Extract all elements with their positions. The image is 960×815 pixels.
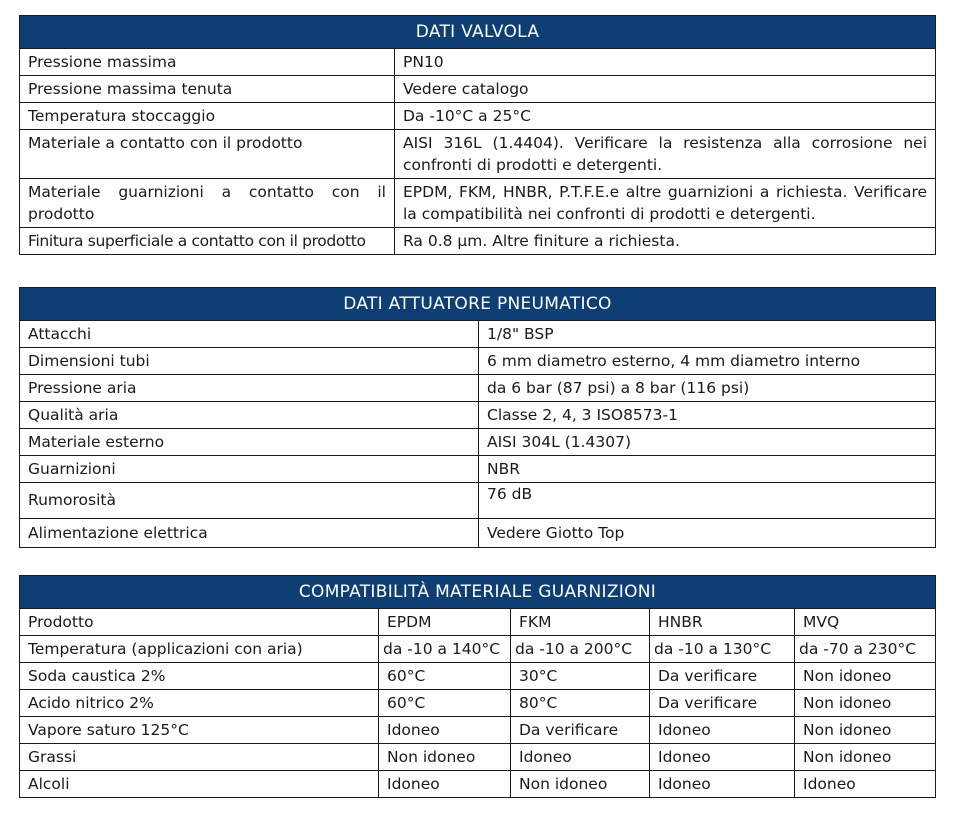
row-value: Vedere catalogo (395, 76, 936, 103)
table-row (20, 130, 936, 179)
table-cell: Idoneo (511, 744, 650, 771)
row-label: Pressione massima (20, 49, 395, 76)
actuator-data-table (19, 287, 936, 548)
table-cell: Non idoneo (795, 717, 936, 744)
row-label: Finitura superficiale a contatto con il prodotto (20, 228, 395, 255)
table-row (20, 228, 936, 255)
table-row (20, 348, 936, 375)
table-cell: Non idoneo (511, 771, 650, 798)
table-cell: da -70 a 230°C (795, 636, 936, 663)
table-cell: Idoneo (379, 771, 511, 798)
table-row (20, 663, 936, 690)
table-cell: Alcoli (20, 771, 379, 798)
row-value: PN10 (395, 49, 936, 76)
row-value: Da -10°C a 25°C (395, 103, 936, 130)
table-row (20, 76, 936, 103)
table-cell: Vapore saturo 125°C (20, 717, 379, 744)
row-value: 6 mm diametro esterno, 4 mm diametro interno (479, 348, 936, 375)
column-header: MVQ (795, 609, 936, 636)
table-header-row (20, 609, 936, 636)
row-label: Materiale a contatto con il prodotto (20, 130, 395, 179)
compatibility-table-title: COMPATIBILITÀ MATERIALE GUARNIZIONI (20, 576, 936, 609)
table-cell: Idoneo (795, 771, 936, 798)
column-header: EPDM (379, 609, 511, 636)
row-value: AISI 316L (1.4404). Verificare la resistenza alla corrosione nei confronti di prodotti e detergenti. (395, 130, 936, 179)
table-row (20, 103, 936, 130)
table-cell: Non idoneo (795, 690, 936, 717)
row-label: Alimentazione elettrica (20, 519, 479, 548)
row-value: AISI 304L (1.4307) (479, 429, 936, 456)
table-row (20, 717, 936, 744)
table-cell: da -10 a 130°C (650, 636, 795, 663)
table-cell: da -10 a 200°C (511, 636, 650, 663)
table-cell: Grassi (20, 744, 379, 771)
table-row (20, 321, 936, 348)
row-label: Qualità aria (20, 402, 479, 429)
table-cell: Non idoneo (379, 744, 511, 771)
row-label: Pressione massima tenuta (20, 76, 395, 103)
row-label: Guarnizioni (20, 456, 479, 483)
table-row (20, 483, 936, 519)
table-cell: Non idoneo (795, 744, 936, 771)
row-value: da 6 bar (87 psi) a 8 bar (116 psi) (479, 375, 936, 402)
row-value: Ra 0.8 μm. Altre finiture a richiesta. (395, 228, 936, 255)
table-row (20, 456, 936, 483)
table-cell: Non idoneo (795, 663, 936, 690)
table-cell: Idoneo (650, 771, 795, 798)
table-cell: Temperatura (applicazioni con aria) (20, 636, 379, 663)
table-row (20, 690, 936, 717)
row-label: Attacchi (20, 321, 479, 348)
row-value: EPDM, FKM, HNBR, P.T.F.E.e altre guarnizioni a richiesta. Verificare la compatibilità nei confronti di prodotti e detergenti. (395, 179, 936, 228)
table-row (20, 375, 936, 402)
compatibility-table (19, 575, 936, 798)
row-label: Rumorosità (20, 483, 479, 519)
table-cell: 60°C (379, 663, 511, 690)
table-cell: Da verificare (511, 717, 650, 744)
table-row (20, 429, 936, 456)
row-label: Dimensioni tubi (20, 348, 479, 375)
row-label: Pressione aria (20, 375, 479, 402)
row-label: Materiale guarnizioni a contatto con il prodotto (20, 179, 395, 228)
row-value: Vedere Giotto Top (479, 519, 936, 548)
row-label: Temperatura stoccaggio (20, 103, 395, 130)
table-row (20, 49, 936, 76)
row-value: Classe 2, 4, 3 ISO8573-1 (479, 402, 936, 429)
table-cell: Acido nitrico 2% (20, 690, 379, 717)
table-cell: 80°C (511, 690, 650, 717)
row-value: 1/8" BSP (479, 321, 936, 348)
table-row (20, 744, 936, 771)
row-value: NBR (479, 456, 936, 483)
table-row (20, 636, 936, 663)
table-row (20, 771, 936, 798)
column-header: Prodotto (20, 609, 379, 636)
column-header: FKM (511, 609, 650, 636)
actuator-table-title: DATI ATTUATORE PNEUMATICO (20, 288, 936, 321)
table-row (20, 519, 936, 548)
table-cell: Soda caustica 2% (20, 663, 379, 690)
table-cell: da -10 a 140°C (379, 636, 511, 663)
valve-data-table (19, 15, 936, 255)
column-header: HNBR (650, 609, 795, 636)
table-cell: Da verificare (650, 663, 795, 690)
row-label: Materiale esterno (20, 429, 479, 456)
table-cell: Idoneo (650, 717, 795, 744)
valve-table-title: DATI VALVOLA (20, 16, 936, 49)
row-value: 76 dB (479, 483, 936, 519)
table-row (20, 179, 936, 228)
table-cell: Idoneo (379, 717, 511, 744)
table-cell: Da verificare (650, 690, 795, 717)
table-cell: Idoneo (650, 744, 795, 771)
table-cell: 30°C (511, 663, 650, 690)
table-row (20, 402, 936, 429)
table-cell: 60°C (379, 690, 511, 717)
